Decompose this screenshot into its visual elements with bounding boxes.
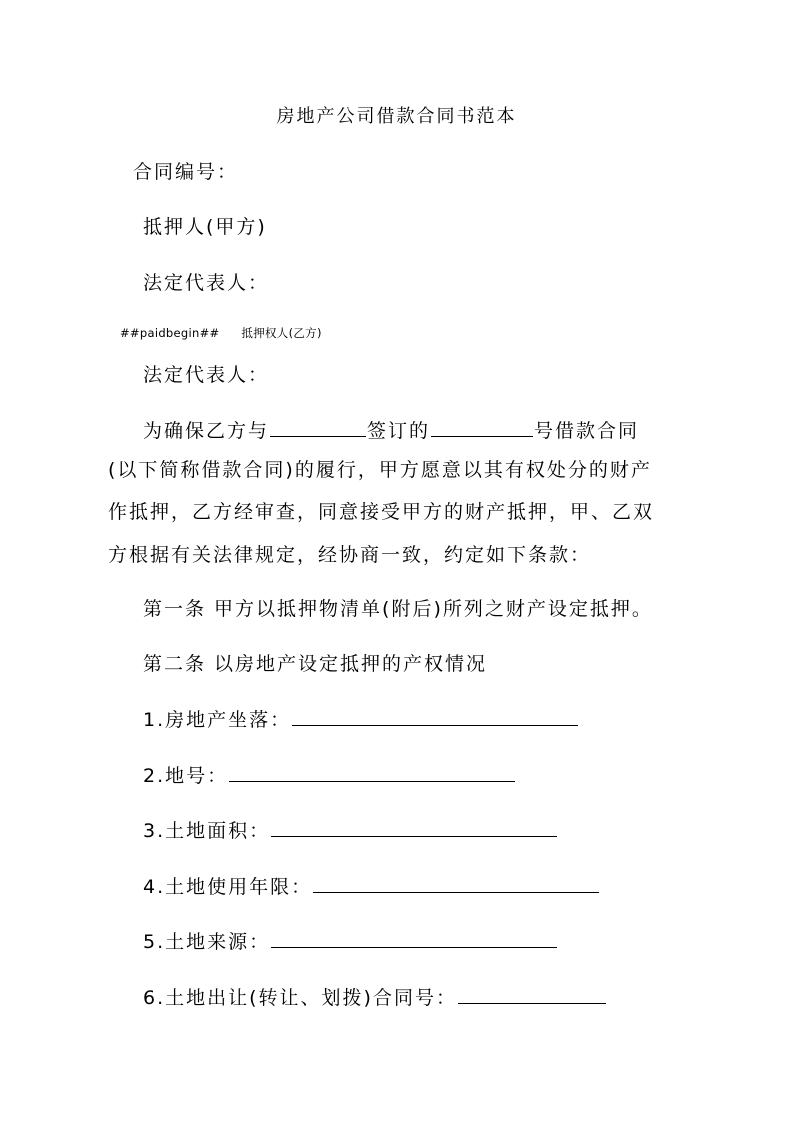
item-land-source [143, 929, 558, 954]
item-label: 5.土地来源： [143, 931, 271, 953]
article-1: 第一条 甲方以抵押物清单(附后)所列之财产设定抵押。 [143, 598, 653, 620]
item-label: 4.土地使用年限： [143, 876, 313, 898]
legal-representative-label-1: 法定代表人： [143, 272, 270, 294]
fill-blank [271, 818, 557, 837]
item-label: 3.土地面积： [143, 820, 271, 842]
item-land-number [143, 763, 516, 788]
document-title: 房地产公司借款合同书范本 [276, 106, 517, 127]
contract-number-label: 合同编号： [133, 161, 239, 183]
fill-blank [313, 874, 599, 893]
intro-line-1 [143, 418, 639, 443]
article-2: 第二条 以房地产设定抵押的产权情况 [143, 653, 488, 675]
intro-line-2: (以下简称借款合同)的履行，甲方愿意以其有权处分的财产 [108, 459, 652, 481]
party-blank [270, 418, 366, 437]
item-land-area [143, 818, 558, 843]
legal-representative-label-2: 法定代表人： [143, 364, 270, 386]
item-label: 1.房地产坐落： [143, 709, 292, 731]
item-land-contract-number [143, 985, 607, 1010]
fill-blank [292, 707, 578, 726]
mortgagee-label: 抵押权人(乙方) [241, 326, 322, 340]
fill-blank [458, 985, 606, 1004]
fill-blank [229, 763, 515, 782]
intro-line-3: 作抵押，乙方经审查，同意接受甲方的财产抵押，甲、乙双 [108, 501, 655, 523]
intro-text-part-2: 签订的 [367, 420, 431, 442]
intro-line-4: 方根据有关法律规定，经协商一致，约定如下条款： [108, 544, 592, 566]
item-property-location [143, 707, 579, 732]
paid-marker: ##paidbegin## [120, 326, 220, 340]
item-label: 2.地号： [143, 765, 229, 787]
item-land-use-term [143, 874, 600, 899]
mortgagor-label: 抵押人(甲方) [143, 216, 267, 238]
contract-number-blank [431, 418, 533, 437]
item-label: 6.土地出让(转让、划拨)合同号： [143, 987, 457, 1009]
paid-marker-line [120, 321, 322, 345]
intro-text-part-3: 号借款合同 [534, 420, 640, 442]
intro-text-part-1: 为确保乙方与 [143, 420, 270, 442]
fill-blank [271, 929, 557, 948]
